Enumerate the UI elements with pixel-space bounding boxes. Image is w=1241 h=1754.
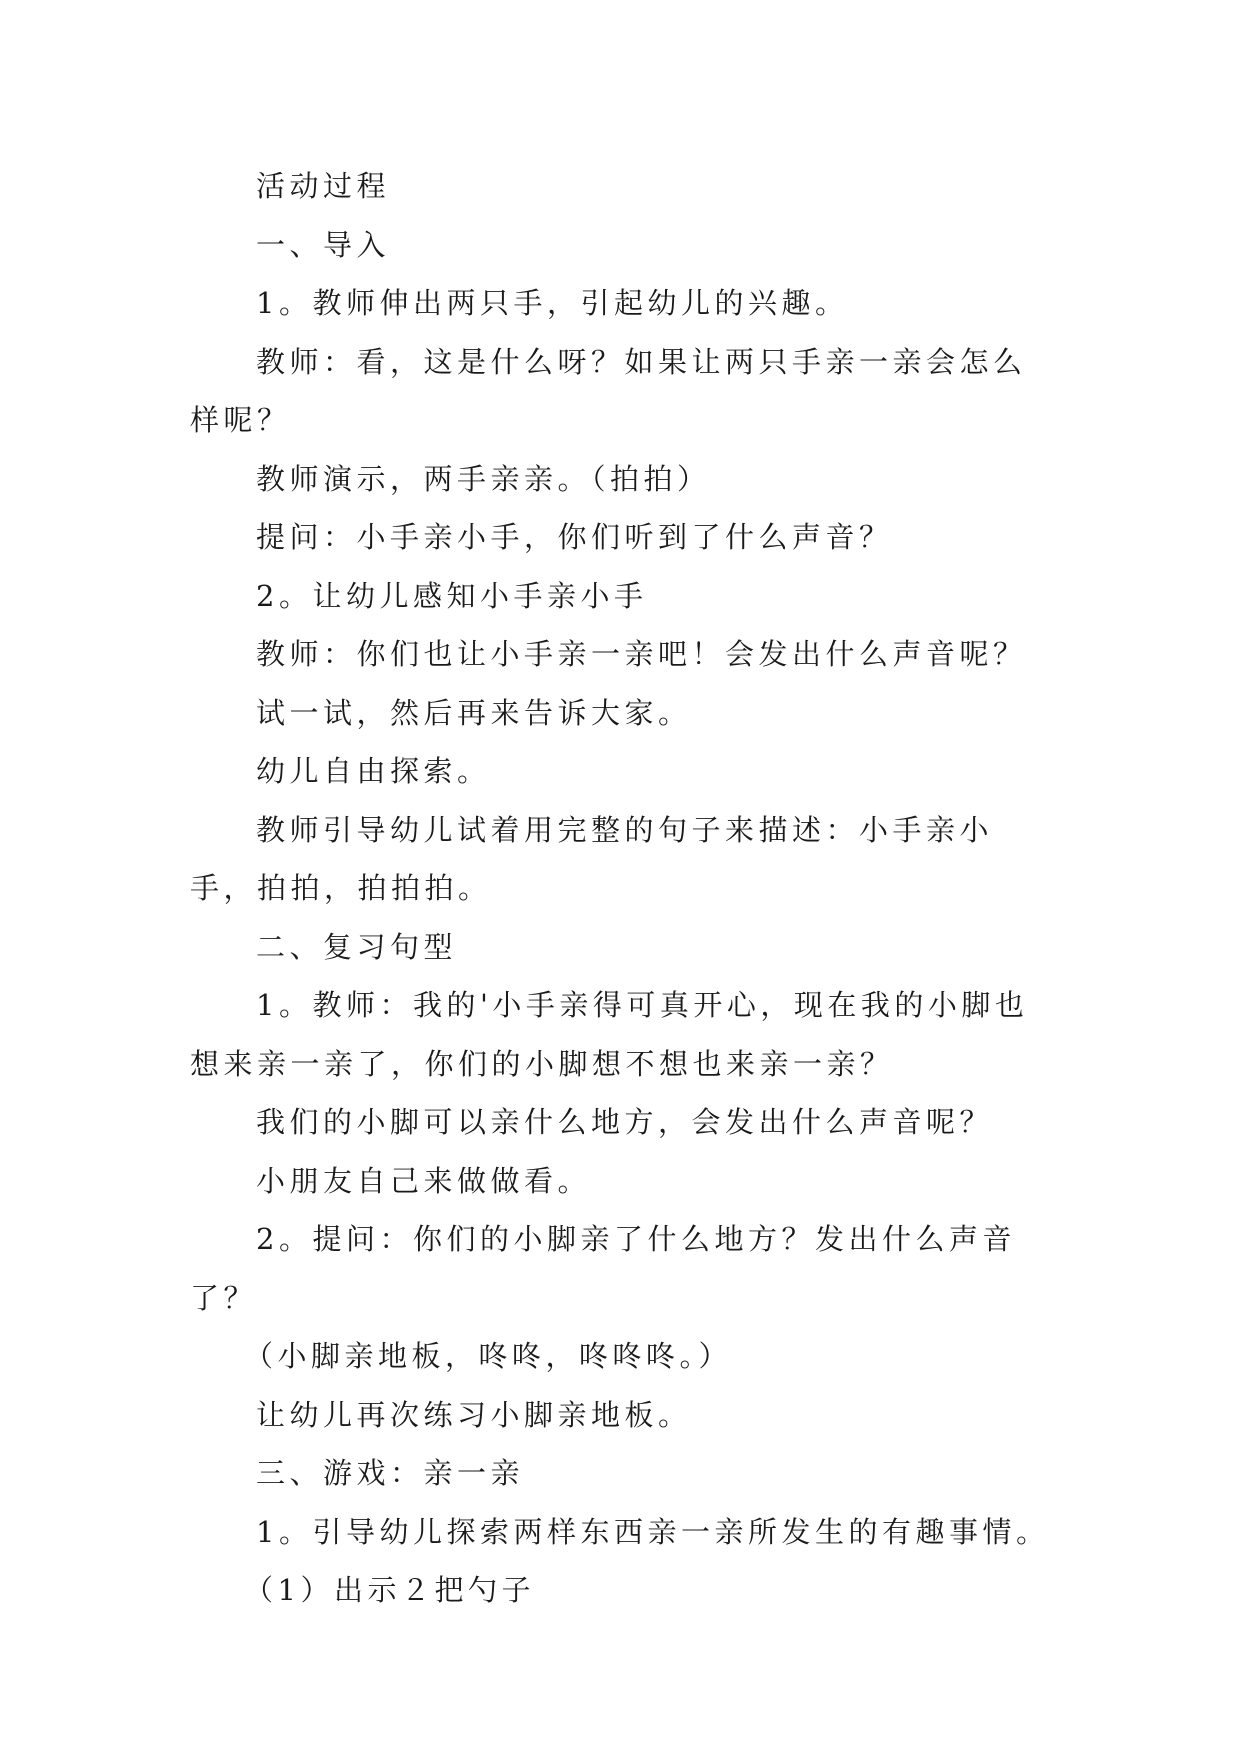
paragraph: 提问：小手亲小手，你们听到了什么声音？ xyxy=(256,520,893,554)
paragraph: 我们的小脚可以亲什么地方，会发出什么声音呢？ xyxy=(256,1105,994,1139)
paragraph: 让幼儿再次练习小脚亲地板。 xyxy=(256,1397,692,1432)
paragraph: 教师引导幼儿试着用完整的句子来描述：小手亲小手，拍拍，拍拍拍。 xyxy=(190,812,994,905)
paragraph: 2。提问：你们的小脚亲了什么地方？发出什么声音了？ xyxy=(190,1222,1016,1315)
paragraph: 1。引导幼儿探索两样东西亲一亲所发生的有趣事情。 xyxy=(256,1514,1050,1549)
section-heading-activity-process: 活动过程 xyxy=(256,169,391,203)
section-heading-review: 二、复习句型 xyxy=(256,929,458,964)
paragraph: 幼儿自由探索。 xyxy=(256,754,491,788)
section-heading-game: 三、游戏：亲一亲 xyxy=(256,1456,525,1490)
paragraph: 1。教师伸出两只手，引起幼儿的兴趣。 xyxy=(256,286,849,320)
paragraph: 教师演示，两手亲亲。（拍拍） xyxy=(256,461,711,496)
paragraph: 2。让幼儿感知小手亲小手 xyxy=(256,578,648,613)
paragraph: （小脚亲地板，咚咚，咚咚咚。） xyxy=(244,1339,733,1373)
section-heading-intro: 一、导入 xyxy=(256,227,391,262)
paragraph: 教师：看，这是什么呀？如果让两只手亲一亲会怎么样呢？ xyxy=(190,344,1027,437)
paragraph: 小朋友自己来做做看。 xyxy=(256,1163,592,1198)
paragraph: 1。教师：我的'小手亲得可真开心，现在我的小脚也想来亲一亲了，你们的小脚想不想也来亲一亲？ xyxy=(190,988,1029,1081)
document-body xyxy=(190,157,1050,1620)
paragraph: 教师：你们也让小手亲一亲吧！会发出什么声音呢？ xyxy=(256,637,1027,671)
paragraph: 试一试，然后再来告诉大家。 xyxy=(256,695,692,730)
paragraph: （1）出示２把勺子 xyxy=(244,1573,535,1607)
